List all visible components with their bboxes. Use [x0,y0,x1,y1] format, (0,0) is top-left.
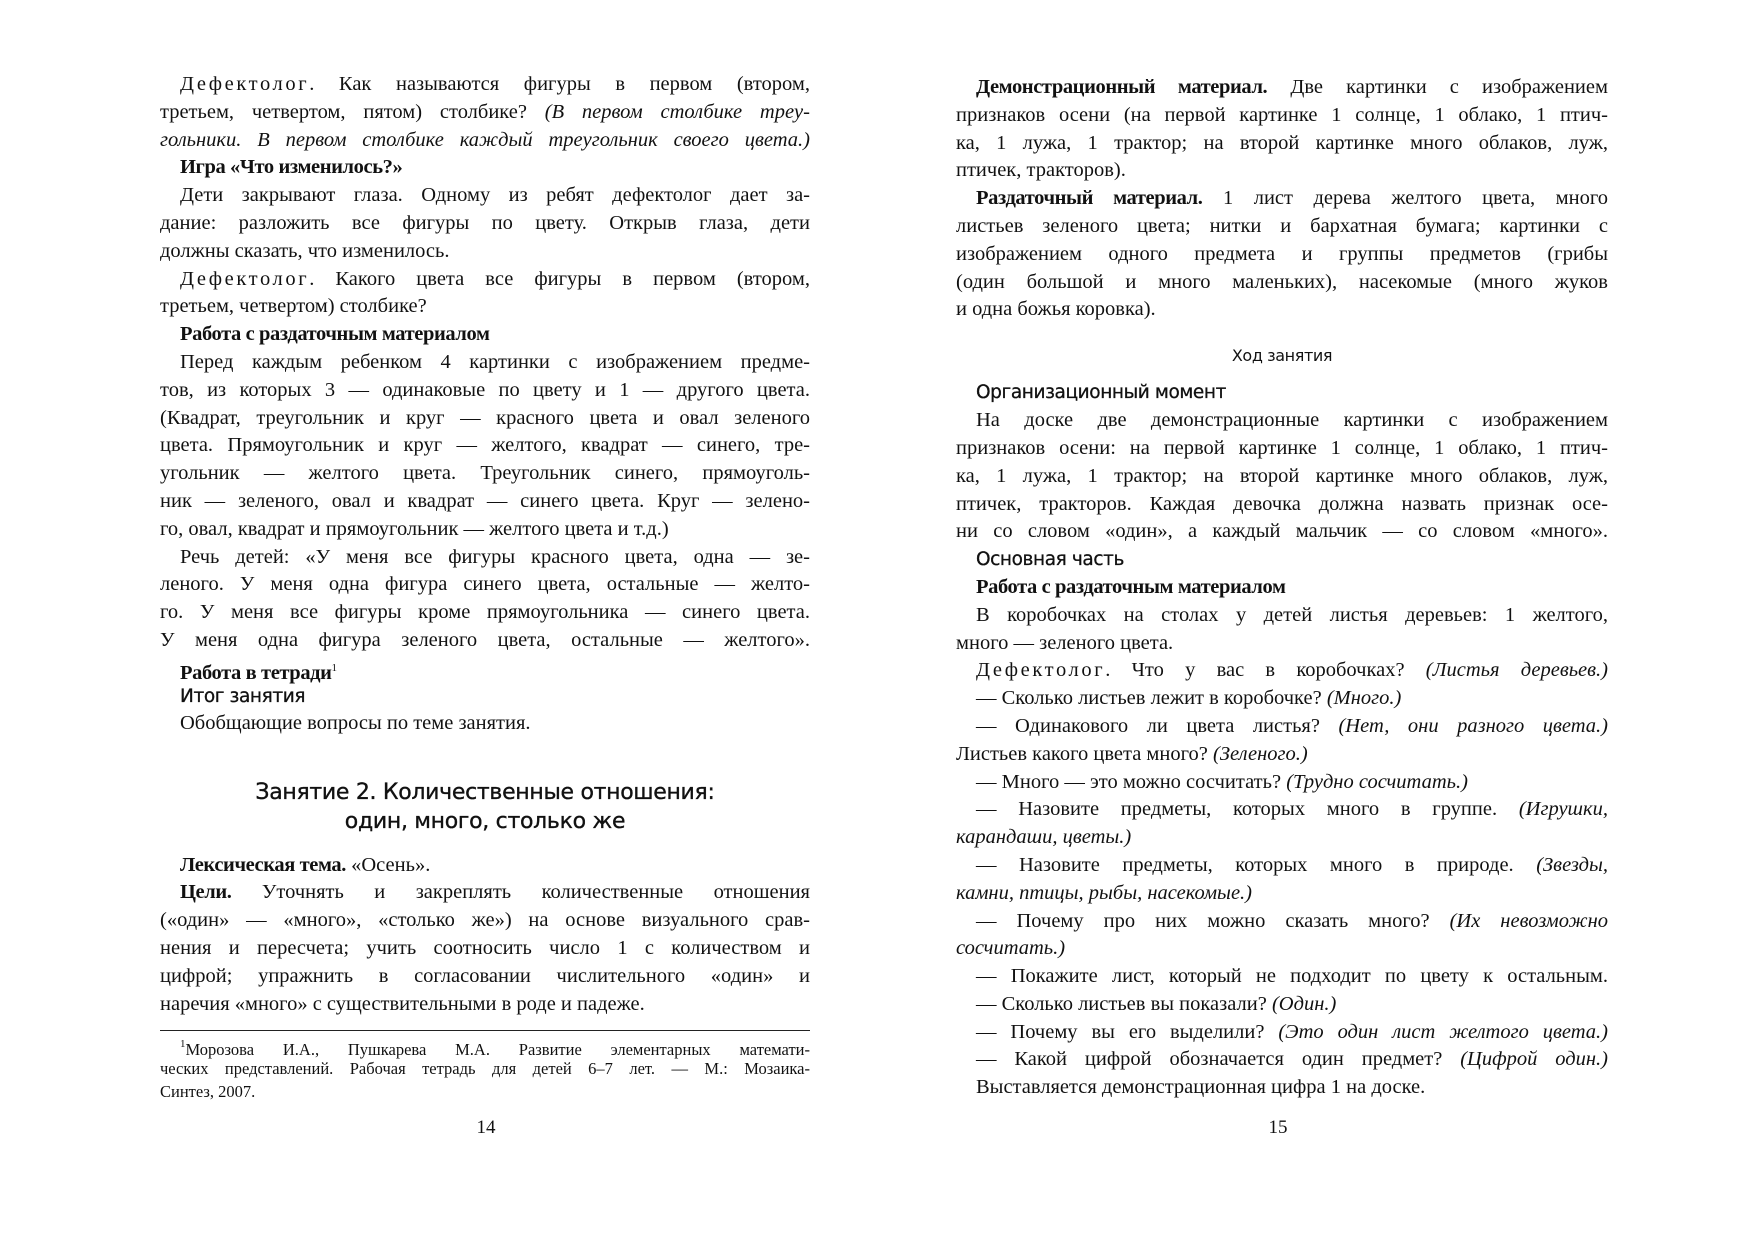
text-line [956,713,1608,741]
paragraph [160,182,810,265]
text-run: угольник — желтого цвета. Треугольник синего, прямоуголь- [160,462,810,485]
text-line [956,935,1608,963]
text-line [956,407,1608,435]
section-subheading [956,546,1608,574]
paragraph [956,991,1608,1019]
text-run: Дети закрывают глаза. Одному из ребят дефектолог дает за- [180,184,810,207]
italic-answer: (Это один лист желтого цвета.) [1278,1020,1608,1043]
text-line [160,182,810,210]
text-line [956,102,1608,130]
text-line [956,602,1608,630]
text-line [160,599,810,627]
text-run: признаков осени: на первой картинке 1 солнце, 1 облако, 1 птич- [956,436,1608,459]
text-run: Синтез, 2007. [160,1082,256,1101]
text-run: изображением одного предмета и группы предметов (грибы [956,242,1608,265]
italic-answer: гольники. В первом столбике каждый треугольник своего цвета.) [160,128,810,151]
text-run: цвета. Прямоугольник и круг — желтого, квадрат — синего, тре- [160,434,810,457]
page-number-left: 14 [476,1117,496,1138]
bold-lead: Работа в тетради [180,661,332,684]
text-run: (один большой и много маленьких), насекомые (много жуков [956,270,1608,293]
text-line [956,880,1608,908]
text-line [160,852,810,880]
bold-lead: Игра «Что изменилось?» [180,156,403,179]
italic-answer: (Их невозможно [1449,909,1608,932]
text-line [956,685,1608,713]
section-title [956,342,1608,370]
paragraph [956,713,1608,769]
text-run: Листьев какого цвета много? [956,742,1214,765]
text-line [956,852,1608,880]
text-run: третьем, четвертом, пятом) столбике? [160,100,545,123]
text-run: ческих представлений. Рабочая тетрадь для детей 6–7 лет. — М.: Мозаика- [160,1058,810,1078]
text-run: — Назовите предметы, которых много в группе. [976,798,1519,821]
italic-answer: сосчитать.) [956,937,1066,960]
text-run: — Сколько листьев вы показали? [976,992,1272,1015]
paragraph [160,266,810,322]
paragraph [160,349,810,544]
text-line [160,778,810,807]
paragraph [160,71,810,154]
text-line [956,1019,1608,1047]
paragraph [956,963,1608,991]
text-line [956,908,1608,936]
text-line [160,879,810,907]
text-run: го, овал, квадрат и прямоугольник — желтого цвета и т.д.) [160,517,669,540]
bold-lead: Работа с раздаточным материалом [976,575,1286,598]
text-line [956,342,1608,370]
text-run: и одна божья коровка). [956,298,1156,321]
text-run: — Назовите предметы, которых много в природе. [976,853,1537,876]
text-run: (Квадрат, треугольник и круг — красного цвета и овал зеленого [160,406,810,429]
text-run: Итог занятия [180,685,306,707]
italic-answer: (Много.) [1326,687,1402,710]
text-run: один, много, столько же [344,809,626,835]
text-run: тов, из которых 3 — одинаковые по цвету и 1 — другого цвета. [160,378,810,401]
text-line [160,293,810,321]
text-line [956,1046,1608,1074]
paragraph [956,407,1608,546]
text-run: Ход занятия [1231,346,1333,366]
footnote-marker: 1 [180,1038,186,1050]
text-line [956,157,1608,185]
text-line [160,683,810,711]
text-line [956,213,1608,241]
text-run: «Осень». [346,853,431,876]
text-run: — Почему вы его выделили? [976,1020,1279,1043]
paragraph [956,657,1608,685]
text-line [956,130,1608,158]
text-line [956,796,1608,824]
text-run: признаков осени (на первой картинке 1 солнце, 1 облако, 1 птич- [956,103,1608,126]
paragraph [956,796,1608,852]
text-line [160,963,810,991]
text-run: («один» — «много», «столько же») на основе визуального срав- [160,909,810,932]
text-run: ни со словом «один», а каждый мальчик — со словом «много». [956,520,1608,543]
text-line [160,349,810,377]
paragraph [956,1019,1608,1047]
bold-lead: Демонстрационный материал. [976,76,1268,98]
paragraph [956,74,1608,185]
text-run: наречия «много» с существительными в роде и падеже. [160,992,645,1015]
text-line [956,241,1608,269]
paragraph [956,185,1608,324]
text-line [160,460,810,488]
bold-lead: Лексическая тема. [180,853,346,876]
subheading [160,154,810,182]
subheading [160,321,810,349]
text-run: . Какого цвета все фигуры в первом (втором, [309,267,810,290]
text-run: Перед каждым ребенком 4 картинки с изображением предме- [180,350,810,373]
text-run: . Как называются фигуры в первом (втором, [309,73,810,95]
text-run: птичек, тракторов). [956,159,1126,182]
text-run: должны сказать, что изменилось. [160,239,450,262]
text-line [160,321,810,349]
italic-answer: (Зеленого.) [1213,742,1308,765]
subheading [160,852,810,880]
speaker-label: Дефектолог [180,73,310,95]
text-line [956,574,1608,602]
text-line [160,1033,810,1057]
text-run: 1 лист дерева желтого цвета, много [1202,187,1608,210]
text-run: — Почему про них можно сказать много? [976,909,1450,932]
text-run: — Одинакового ли цвета листья? [976,714,1339,737]
text-run: много — зеленого цвета. [956,631,1174,654]
text-line [160,266,810,294]
text-run: го. У меня все фигуры кроме прямоугольника — синего цвета. [160,601,810,624]
text-line [956,518,1608,546]
section-subheading [956,379,1608,407]
paragraph [956,1046,1608,1074]
bold-lead: Цели. [180,881,232,904]
text-line [160,405,810,433]
paragraph [160,879,810,1018]
text-line [956,463,1608,491]
chapter-title [160,778,810,836]
text-run: . Что у вас в коробочках? [1105,659,1426,682]
text-line [956,74,1608,102]
text-run: Обобщающие вопросы по теме занятия. [180,712,531,735]
text-run: В коробочках на столах у детей листья деревьев: 1 желтого, [976,603,1608,626]
text-line [160,935,810,963]
text-line [160,488,810,516]
text-line [956,741,1608,769]
text-run: Уточнять и закреплять количественные отношения [231,881,810,904]
text-line [956,269,1608,297]
text-line [160,71,810,99]
text-line [956,185,1608,213]
text-run: — Какой цифрой обозначается один предмет? [976,1048,1461,1071]
text-run: леного. У меня одна фигура синего цвета, остальные — желто- [160,573,810,596]
text-run: Организационный момент [976,382,1226,404]
text-run: — Покажите лист, который не подходит по цвету к остальным. [976,965,1608,988]
speaker-label: Дефектолог [976,659,1106,682]
subheading [160,655,810,683]
text-line [956,435,1608,463]
text-line [956,296,1608,324]
text-line [956,769,1608,797]
text-line [160,1057,810,1081]
text-run: листьев зеленого цвета; нитки и бархатная бумага; картинки с [956,214,1608,237]
bold-lead: Работа с раздаточным материалом [180,323,490,346]
text-line [160,991,810,1019]
paragraph [956,1074,1608,1102]
text-line [956,491,1608,519]
text-line [160,571,810,599]
text-line [160,907,810,935]
italic-answer: (Трудно сосчитать.) [1286,770,1468,793]
text-line [956,546,1608,574]
text-line [956,630,1608,658]
page-right [956,74,1608,1102]
page-left [160,71,810,1018]
text-line [160,807,810,836]
text-line [160,210,810,238]
italic-answer: (Цифрой один.) [1460,1048,1608,1071]
text-run: — Много — это можно сосчитать? [976,770,1287,793]
text-run: третьем, четвертом) столбике? [160,295,427,318]
text-run: Морозова И.А., Пушкарева М.А. Развитие элементарных математи- [185,1040,810,1059]
text-line [160,432,810,460]
page-number-right: 15 [1268,1117,1288,1138]
paragraph [160,710,810,738]
text-run: ка, 1 лужа, 1 трактор; на второй картинке много облаков, луж, [956,131,1608,154]
section-subheading [160,683,810,711]
text-line [160,377,810,405]
subheading [956,574,1608,602]
text-run: дание: разложить все фигуры по цвету. Открыв глаза, дети [160,211,810,234]
text-line [956,1074,1608,1102]
text-run: На доске две демонстрационные картинки с изображением [976,409,1608,432]
text-run: Выставляется демонстрационная цифра 1 на доске. [976,1076,1426,1099]
paragraph [160,544,810,655]
text-run: Речь детей: «У меня все фигуры красного цвета, одна — зе- [180,545,810,568]
italic-answer: (Один.) [1271,992,1337,1015]
italic-answer: (Игрушки, [1518,798,1608,821]
text-run: ка, 1 лужа, 1 трактор; на второй картинке много облаков, луж, [956,464,1608,487]
paragraph [956,602,1608,658]
italic-answer: (В первом столбике треу- [544,100,810,123]
text-line [956,991,1608,1019]
footnote-divider [160,1030,810,1031]
paragraph [956,908,1608,964]
italic-answer: камни, птицы, рыбы, насекомые.) [956,881,1252,904]
text-run: ник — зеленого, овал и квадрат — синего цвета. Круг — зелено- [160,489,810,512]
text-run: Основная часть [976,549,1125,571]
text-run: птичек, тракторов. Каждая девочка должна назвать признак осе- [956,492,1608,515]
paragraph [956,852,1608,908]
paragraph [956,769,1608,797]
text-run: Две картинки с изображением [1267,76,1608,98]
text-line [160,127,810,155]
text-run: цифрой; упражнить в согласовании числительного «один» и [160,964,810,987]
text-line [956,963,1608,991]
text-line [956,657,1608,685]
text-run: нения и пересчета; учить соотносить число 1 с количеством и [160,937,810,960]
text-line [956,379,1608,407]
text-line [160,516,810,544]
text-line [160,627,810,655]
speaker-label: Дефектолог [180,267,310,290]
text-line [160,154,810,182]
footnote-marker: 1 [331,661,338,674]
text-line [160,1080,810,1104]
text-line [160,655,810,683]
text-line [160,544,810,572]
paragraph [956,685,1608,713]
bold-lead: Раздаточный материал. [976,187,1203,210]
text-line [160,710,810,738]
italic-answer: (Нет, они разного цвета.) [1338,714,1609,737]
text-run: У меня одна фигура зеленого цвета, остальные — желтого». [160,628,810,651]
italic-answer: (Листья деревьев.) [1425,659,1609,682]
text-line [956,824,1608,852]
text-line [160,238,810,266]
text-run: — Сколько листьев лежит в коробочке? [976,687,1327,710]
italic-answer: карандаши, цветы.) [956,826,1132,849]
italic-answer: (Звезды, [1536,853,1608,876]
text-line [160,99,810,127]
text-run: Занятие 2. Количественные отношения: [255,780,715,806]
footnote [160,1033,810,1104]
